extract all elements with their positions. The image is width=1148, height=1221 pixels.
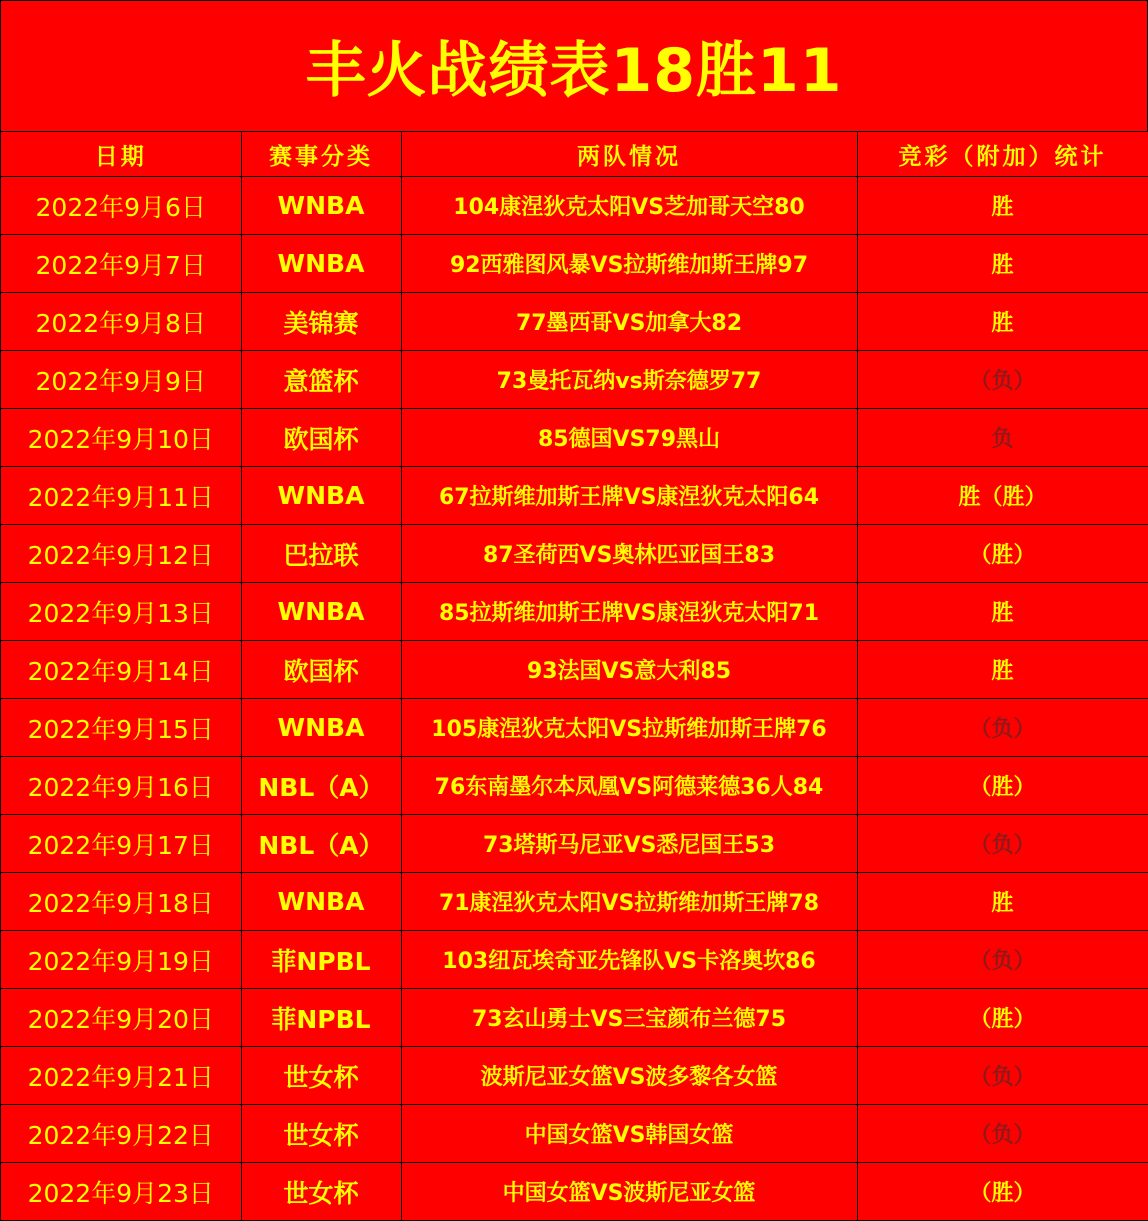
result-cell: 胜（胜） <box>857 467 1148 525</box>
teams-cell: 104康涅狄克太阳VS芝加哥天空80 <box>401 177 857 235</box>
result-cell: 胜 <box>857 235 1148 293</box>
date-cell: 2022年9月7日 <box>1 235 241 293</box>
header-category: 赛事分类 <box>241 132 401 177</box>
teams-cell: 105康涅狄克太阳VS拉斯维加斯王牌76 <box>401 699 857 757</box>
table-row <box>1 1105 1148 1163</box>
table-row <box>1 815 1148 873</box>
result-cell: （胜） <box>857 525 1148 583</box>
result-cell: （负） <box>857 1047 1148 1105</box>
category-cell: 欧国杯 <box>241 641 401 699</box>
date-cell: 2022年9月9日 <box>1 351 241 409</box>
teams-cell: 93法国VS意大利85 <box>401 641 857 699</box>
category-cell: 菲NPBL <box>241 989 401 1047</box>
date-cell: 2022年9月12日 <box>1 525 241 583</box>
teams-cell: 中国女篮VS韩国女篮 <box>401 1105 857 1163</box>
date-cell: 2022年9月23日 <box>1 1163 241 1221</box>
result-cell: （胜） <box>857 989 1148 1047</box>
result-cell: （负） <box>857 931 1148 989</box>
date-cell: 2022年9月16日 <box>1 757 241 815</box>
header-date: 日期 <box>1 132 241 177</box>
date-cell: 2022年9月6日 <box>1 177 241 235</box>
result-cell: （负） <box>857 351 1148 409</box>
category-cell: 美锦赛 <box>241 293 401 351</box>
teams-cell: 波斯尼亚女篮VS波多黎各女篮 <box>401 1047 857 1105</box>
teams-cell: 85拉斯维加斯王牌VS康涅狄克太阳71 <box>401 583 857 641</box>
teams-cell: 71康涅狄克太阳VS拉斯维加斯王牌78 <box>401 873 857 931</box>
result-cell: （负） <box>857 1105 1148 1163</box>
table-row <box>1 873 1148 931</box>
teams-cell: 73曼托瓦纳vs斯奈德罗77 <box>401 351 857 409</box>
table-row <box>1 351 1148 409</box>
category-cell: 欧国杯 <box>241 409 401 467</box>
teams-cell: 76东南墨尔本凤凰VS阿德莱德36人84 <box>401 757 857 815</box>
result-cell: 胜 <box>857 641 1148 699</box>
date-cell: 2022年9月8日 <box>1 293 241 351</box>
category-cell: 世女杯 <box>241 1105 401 1163</box>
table-row <box>1 409 1148 467</box>
teams-cell: 85德国VS79黑山 <box>401 409 857 467</box>
sheet-title: 丰火战绩表18胜11 <box>1 1 1148 132</box>
category-cell: WNBA <box>241 467 401 525</box>
table-row <box>1 931 1148 989</box>
date-cell: 2022年9月21日 <box>1 1047 241 1105</box>
date-cell: 2022年9月22日 <box>1 1105 241 1163</box>
record-table <box>1 132 1148 1221</box>
table-row <box>1 467 1148 525</box>
result-cell: 负 <box>857 409 1148 467</box>
table-row <box>1 235 1148 293</box>
result-cell: 胜 <box>857 177 1148 235</box>
table-row <box>1 699 1148 757</box>
table-row <box>1 989 1148 1047</box>
category-cell: 世女杯 <box>241 1047 401 1105</box>
category-cell: 菲NPBL <box>241 931 401 989</box>
result-cell: 胜 <box>857 583 1148 641</box>
date-cell: 2022年9月13日 <box>1 583 241 641</box>
teams-cell: 92西雅图风暴VS拉斯维加斯王牌97 <box>401 235 857 293</box>
teams-cell: 103纽瓦埃奇亚先锋队VS卡洛奥坎86 <box>401 931 857 989</box>
date-cell: 2022年9月19日 <box>1 931 241 989</box>
category-cell: 巴拉联 <box>241 525 401 583</box>
category-cell: WNBA <box>241 177 401 235</box>
table-row <box>1 293 1148 351</box>
result-cell: （负） <box>857 699 1148 757</box>
teams-cell: 67拉斯维加斯王牌VS康涅狄克太阳64 <box>401 467 857 525</box>
category-cell: 世女杯 <box>241 1163 401 1221</box>
category-cell: NBL（A） <box>241 757 401 815</box>
date-cell: 2022年9月18日 <box>1 873 241 931</box>
table-row <box>1 1163 1148 1221</box>
result-cell: （负） <box>857 815 1148 873</box>
result-cell: 胜 <box>857 293 1148 351</box>
teams-cell: 87圣荷西VS奥林匹亚国王83 <box>401 525 857 583</box>
category-cell: WNBA <box>241 699 401 757</box>
result-cell: （胜） <box>857 1163 1148 1221</box>
header-teams: 两队情况 <box>401 132 857 177</box>
teams-cell: 73塔斯马尼亚VS悉尼国王53 <box>401 815 857 873</box>
teams-cell: 77墨西哥VS加拿大82 <box>401 293 857 351</box>
date-cell: 2022年9月15日 <box>1 699 241 757</box>
table-row <box>1 525 1148 583</box>
category-cell: NBL（A） <box>241 815 401 873</box>
date-cell: 2022年9月10日 <box>1 409 241 467</box>
date-cell: 2022年9月11日 <box>1 467 241 525</box>
result-cell: 胜 <box>857 873 1148 931</box>
result-cell: （胜） <box>857 757 1148 815</box>
table-row <box>1 177 1148 235</box>
table-row <box>1 583 1148 641</box>
category-cell: WNBA <box>241 583 401 641</box>
date-cell: 2022年9月17日 <box>1 815 241 873</box>
header-result: 竞彩（附加）统计 <box>857 132 1148 177</box>
date-cell: 2022年9月20日 <box>1 989 241 1047</box>
table-row <box>1 757 1148 815</box>
table-row <box>1 641 1148 699</box>
category-cell: 意篮杯 <box>241 351 401 409</box>
date-cell: 2022年9月14日 <box>1 641 241 699</box>
teams-cell: 73玄山勇士VS三宝颜布兰德75 <box>401 989 857 1047</box>
category-cell: WNBA <box>241 873 401 931</box>
teams-cell: 中国女篮VS波斯尼亚女篮 <box>401 1163 857 1221</box>
header-row <box>1 132 1148 177</box>
table-row <box>1 1047 1148 1105</box>
category-cell: WNBA <box>241 235 401 293</box>
